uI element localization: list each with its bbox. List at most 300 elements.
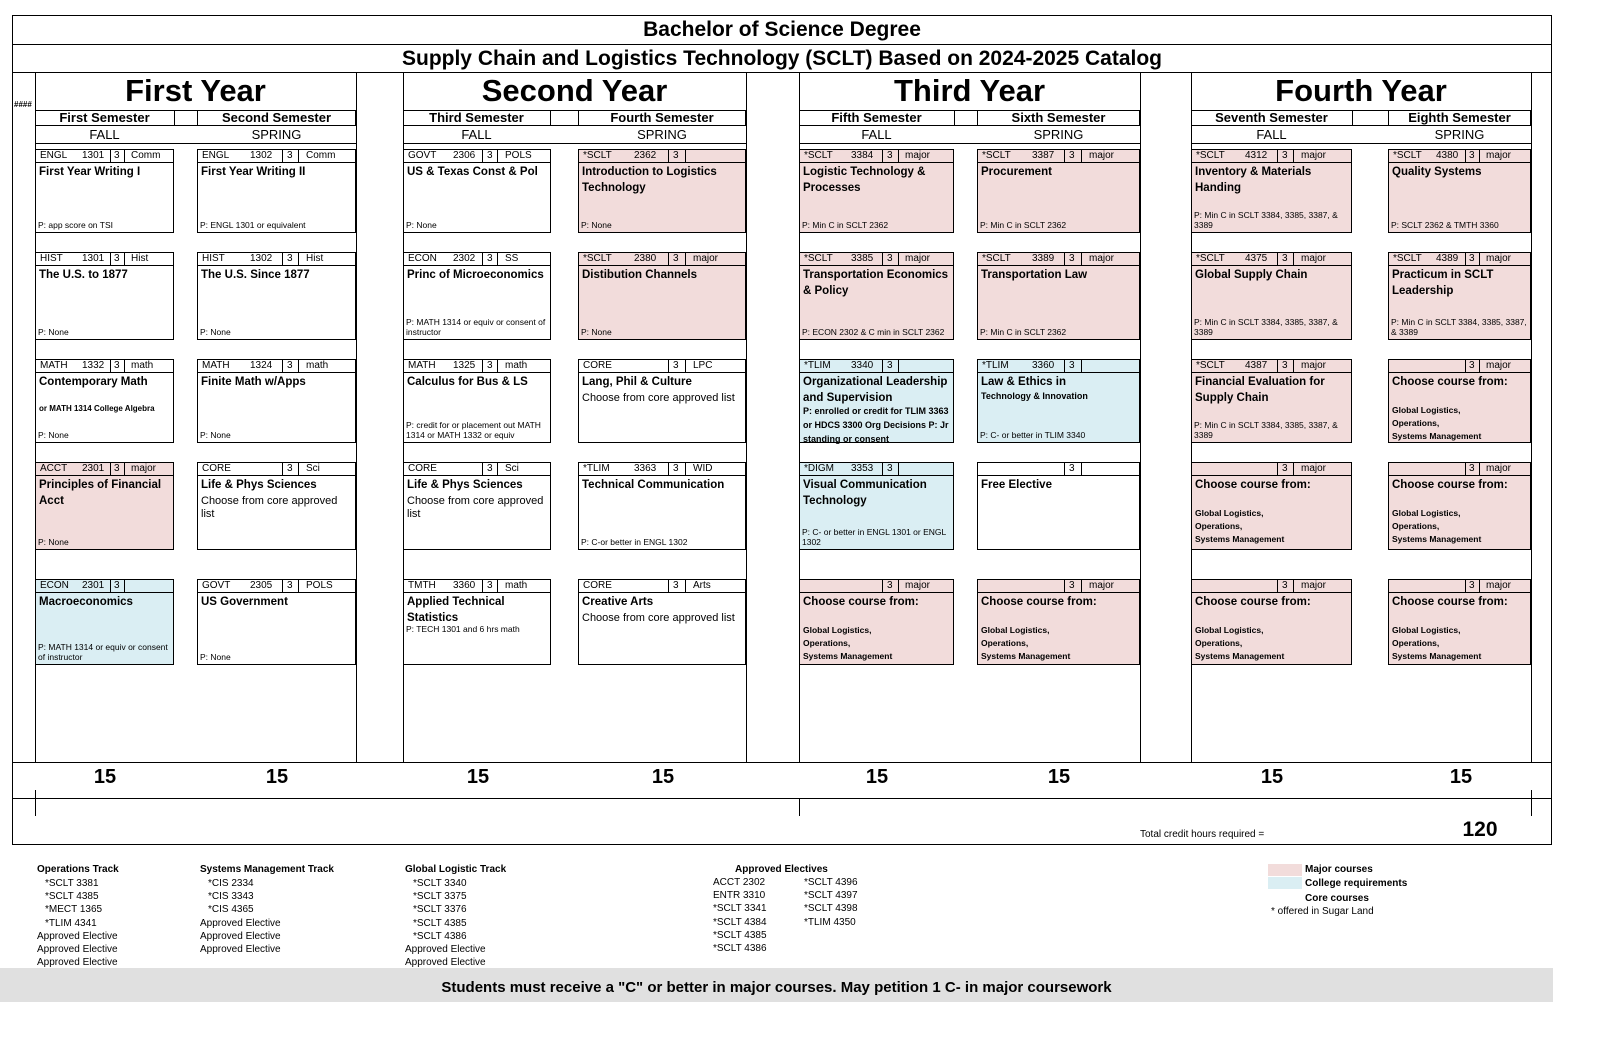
course-header <box>1389 360 1530 373</box>
course-number: 2301 <box>82 463 105 474</box>
course-header <box>978 150 1139 163</box>
divider <box>1064 463 1065 475</box>
track-course: *SCLT 4385 <box>413 917 467 929</box>
course-subject: *SCLT <box>1196 253 1225 264</box>
course-title: Creative Arts <box>582 596 654 608</box>
divider <box>1081 253 1082 265</box>
divider <box>685 463 686 475</box>
course-subject: HIST <box>40 253 63 264</box>
track-option: Global Logistics, <box>1392 508 1461 518</box>
course-header <box>404 150 550 163</box>
course-category: major <box>1301 253 1327 264</box>
semester-season: FALL <box>89 127 120 142</box>
course-category: Hist <box>306 253 324 264</box>
course-credits: 3 <box>1069 150 1075 161</box>
track-option: Operations, <box>1392 521 1440 531</box>
legend-sugarland: * offered in Sugar Land <box>1271 906 1374 917</box>
course-subject: ECON <box>40 580 69 591</box>
semester-season: FALL <box>1256 127 1287 142</box>
course-credits: 3 <box>1469 360 1475 371</box>
divider <box>1064 360 1065 372</box>
course-header <box>800 150 953 163</box>
course-credits: 3 <box>887 463 893 474</box>
divider <box>282 360 283 372</box>
course-number: 2305 <box>250 580 273 591</box>
course-category: major <box>1089 253 1115 264</box>
divider <box>898 463 899 475</box>
course-subject: GOVT <box>408 150 437 161</box>
divider <box>668 253 669 265</box>
divider <box>1293 253 1294 265</box>
divider <box>403 143 746 144</box>
divider <box>12 798 1552 799</box>
track-option: Systems Management <box>1392 431 1482 441</box>
course-title: Principles of Financial Acct <box>39 479 162 507</box>
divider <box>35 143 356 144</box>
electives-title: Approved Electives <box>735 864 828 875</box>
course-category: major <box>131 463 157 474</box>
course-number: 1325 <box>453 360 476 371</box>
course-header <box>1192 580 1351 593</box>
course-category: Sci <box>306 463 320 474</box>
divider <box>497 360 498 372</box>
course-subject: TMTH <box>408 580 436 591</box>
year-heading: Second Year <box>481 73 668 108</box>
course-category: POLS <box>505 150 532 161</box>
course-number: 2380 <box>634 253 657 264</box>
course-subject: MATH <box>408 360 436 371</box>
track-option: Global Logistics, <box>803 625 872 635</box>
course-box <box>403 252 551 340</box>
course-prerequisite: P: None <box>581 327 612 337</box>
course-credits: 3 <box>1069 253 1075 264</box>
semester-hours: 15 <box>1260 766 1284 788</box>
course-header <box>36 463 173 476</box>
course-credits: 3 <box>487 360 493 371</box>
course-category: Comm <box>131 150 161 161</box>
course-subject: GOVT <box>202 580 231 591</box>
course-credits: 3 <box>1469 463 1475 474</box>
course-box <box>977 359 1140 443</box>
track-option: Systems Management <box>1392 534 1482 544</box>
divider <box>110 463 111 475</box>
course-number: 4375 <box>1245 253 1268 264</box>
course-title: US Government <box>201 596 288 608</box>
course-category: SS <box>505 253 519 264</box>
course-header <box>978 580 1139 593</box>
course-title: Technical Communication <box>582 479 725 491</box>
course-number: 4389 <box>1436 253 1459 264</box>
divider <box>1479 580 1480 592</box>
semester-hours: 15 <box>466 766 490 788</box>
divider <box>1465 463 1466 475</box>
track-option: Global Logistics, <box>981 625 1050 635</box>
course-category: math <box>505 360 528 371</box>
course-prerequisite: P: C- or better in ENGL 1301 or ENGL 1302 <box>802 527 946 547</box>
course-number: 3363 <box>634 463 657 474</box>
course-title: Financial Evaluation for Supply Chain <box>1195 376 1325 404</box>
divider <box>282 580 283 592</box>
divider <box>1465 360 1466 372</box>
course-header <box>579 580 745 593</box>
course-box <box>578 579 746 665</box>
course-number: 2302 <box>453 253 476 264</box>
track-course: Approved Elective <box>200 930 281 942</box>
course-prerequisite: P: SCLT 2362 & TMTH 3360 <box>1391 220 1499 230</box>
course-title: Life & Phys Sciences <box>407 479 523 491</box>
course-category: major <box>1301 580 1327 591</box>
course-note: Technology & Innovation <box>981 391 1088 401</box>
course-number: 4380 <box>1436 150 1459 161</box>
track-course: *SCLT 4386 <box>413 930 467 942</box>
course-title: First Year Writing I <box>39 166 141 178</box>
divider <box>1064 150 1065 162</box>
course-box <box>977 462 1140 550</box>
divider <box>882 463 883 475</box>
divider <box>1064 580 1065 592</box>
course-category: major <box>1486 463 1512 474</box>
divider <box>685 253 686 265</box>
course-credits: 3 <box>887 580 893 591</box>
course-number: 1302 <box>250 253 273 264</box>
semester-hours: 15 <box>1047 766 1071 788</box>
course-title: Quality Systems <box>1392 166 1482 178</box>
course-box <box>197 252 356 340</box>
elective-course: *SCLT 3341 <box>713 903 767 915</box>
divider <box>482 150 483 162</box>
course-box <box>799 149 954 233</box>
divider <box>1293 150 1294 162</box>
course-title: Choose course from: <box>1195 479 1311 491</box>
course-category: Hist <box>131 253 149 264</box>
track-course: Approved Elective <box>405 957 486 969</box>
semester-season: SPRING <box>1033 127 1084 142</box>
track-course: *SCLT 4385 <box>45 891 99 903</box>
divider <box>1081 360 1082 372</box>
course-box <box>35 579 174 665</box>
course-credits: 3 <box>887 253 893 264</box>
track-course: *CIS 4365 <box>208 904 254 916</box>
course-title: First Year Writing II <box>201 166 306 178</box>
track-course: *SCLT 3376 <box>413 904 467 916</box>
course-category: POLS <box>306 580 333 591</box>
elective-course: ENTR 3310 <box>713 890 766 902</box>
divider <box>124 360 125 372</box>
course-box <box>578 149 746 233</box>
elective-course: *TLIM 4350 <box>804 916 856 928</box>
major-swatch <box>1268 864 1302 876</box>
course-box <box>403 359 551 443</box>
course-header <box>579 253 745 266</box>
course-subject: *SCLT <box>982 253 1011 264</box>
course-number: 3387 <box>1032 150 1055 161</box>
year-heading: First Year <box>125 73 266 108</box>
course-header <box>404 463 550 476</box>
divider <box>898 253 899 265</box>
elective-course: *SCLT 4384 <box>713 916 767 928</box>
course-title: Transportation Economics & Policy <box>803 269 949 297</box>
course-title: Life & Phys Sciences <box>201 479 317 491</box>
legend-college: College requirements <box>1305 878 1408 889</box>
track-option: Systems Management <box>1195 651 1285 661</box>
divider <box>1191 143 1531 144</box>
course-header <box>978 253 1139 266</box>
divider <box>685 360 686 372</box>
track-course: Approved Elective <box>200 944 281 955</box>
elective-course: *SCLT 4396 <box>804 877 858 888</box>
course-box <box>799 252 954 340</box>
divider <box>1352 110 1353 126</box>
course-box <box>35 252 174 340</box>
course-box <box>35 462 174 550</box>
course-subject: *SCLT <box>1393 253 1422 264</box>
course-category: Comm <box>306 150 336 161</box>
semester-name: Third Semester <box>429 110 524 125</box>
semester-name: Fifth Semester <box>831 110 922 125</box>
course-header <box>198 150 355 163</box>
course-box <box>197 149 356 233</box>
track-course: Approved Elective <box>200 917 281 929</box>
course-category: major <box>693 253 719 264</box>
course-box <box>1191 462 1352 550</box>
track-title: Systems Management Track <box>200 864 334 875</box>
course-title: Transportation Law <box>981 269 1088 281</box>
track-title: Global Logistic Track <box>405 864 507 875</box>
course-prerequisite: P: None <box>38 327 69 337</box>
course-subject: *SCLT <box>583 253 612 264</box>
course-credits: 3 <box>887 150 893 161</box>
course-number: 3385 <box>851 253 874 264</box>
course-credits: 3 <box>1282 150 1288 161</box>
course-box <box>1191 149 1352 233</box>
course-header <box>36 253 173 266</box>
course-category: WID <box>693 463 713 474</box>
course-box <box>1191 252 1352 340</box>
course-credits: 3 <box>673 463 679 474</box>
course-credits: 3 <box>1069 580 1075 591</box>
course-credits: 3 <box>114 463 120 474</box>
course-header <box>1192 360 1351 373</box>
course-prerequisite: P: app score on TSI <box>38 220 113 230</box>
course-subject: MATH <box>40 360 68 371</box>
course-number: 3360 <box>1032 360 1055 371</box>
semester-hours: 15 <box>865 766 889 788</box>
course-note: Choose from core approved list <box>407 495 544 520</box>
divider <box>35 790 36 816</box>
course-subject: CORE <box>583 360 612 371</box>
divider <box>282 463 283 475</box>
semester-name: Seventh Semester <box>1215 110 1328 125</box>
course-header <box>198 360 355 373</box>
divider <box>1081 580 1082 592</box>
course-title: Contemporary Math <box>39 376 148 388</box>
course-box <box>578 252 746 340</box>
course-prerequisite: P: None <box>406 220 437 230</box>
divider <box>298 360 299 372</box>
divider <box>1479 253 1480 265</box>
course-header <box>1192 150 1351 163</box>
course-note: or MATH 1314 College Algebra <box>39 404 155 413</box>
divider <box>124 150 125 162</box>
course-header <box>1389 580 1530 593</box>
divider <box>668 150 669 162</box>
course-subject: *SCLT <box>1196 150 1225 161</box>
course-box <box>197 462 356 550</box>
course-box <box>1388 462 1531 550</box>
course-number: 4312 <box>1245 150 1268 161</box>
semester-hours: 15 <box>651 766 675 788</box>
course-title: Applied Technical Statistics <box>407 596 505 624</box>
course-title: Inventory & Materials Handing <box>1195 166 1312 194</box>
divider <box>1140 72 1141 762</box>
divider <box>298 463 299 475</box>
course-credits: 3 <box>1282 463 1288 474</box>
total-hours: 120 <box>1462 818 1498 841</box>
divider <box>110 580 111 592</box>
divider <box>685 580 686 592</box>
divider <box>482 360 483 372</box>
elective-course: *SCLT 4386 <box>713 943 767 954</box>
course-title: Global Supply Chain <box>1195 269 1308 281</box>
semester-name: Second Semester <box>221 110 332 125</box>
course-box <box>1388 579 1531 665</box>
course-subject: *SCLT <box>804 150 833 161</box>
course-category: major <box>1301 150 1327 161</box>
course-box <box>197 579 356 665</box>
course-prerequisite: P: ENGL 1301 or equivalent <box>200 220 306 230</box>
course-prerequisite: P: Min C in SCLT 3384, 3385, 3387, & 3389 <box>1194 317 1338 337</box>
divider <box>1479 150 1480 162</box>
course-header <box>1192 253 1351 266</box>
course-title: Distibution Channels <box>582 269 697 281</box>
course-category: major <box>1486 580 1512 591</box>
course-category: math <box>131 360 154 371</box>
track-course: *SCLT 3340 <box>413 878 467 889</box>
course-box <box>35 359 174 443</box>
course-number: 3389 <box>1032 253 1055 264</box>
course-category: LPC <box>693 360 713 371</box>
track-option: Operations, <box>1195 638 1243 648</box>
divider <box>1277 463 1278 475</box>
divider <box>497 463 498 475</box>
track-option: Systems Management <box>1392 651 1482 661</box>
divider <box>1465 580 1466 592</box>
divider <box>282 150 283 162</box>
course-header <box>404 253 550 266</box>
track-option: Global Logistics, <box>1392 625 1461 635</box>
course-title: Choose course from: <box>1392 596 1508 608</box>
course-category: major <box>1486 360 1512 371</box>
course-header <box>36 150 173 163</box>
elective-course: *SCLT 4397 <box>804 890 858 902</box>
course-subject: ENGL <box>40 150 68 161</box>
divider <box>685 150 686 162</box>
divider <box>1531 790 1532 816</box>
course-title: Procurement <box>981 166 1052 178</box>
course-note: Choose from core approved list <box>201 495 338 520</box>
course-box <box>1388 359 1531 443</box>
course-category: major <box>1486 253 1512 264</box>
course-title: Calculus for Bus & LS <box>407 376 528 388</box>
course-prerequisite: P: Min C in SCLT 2362 <box>802 220 889 230</box>
track-title: Operations Track <box>37 864 119 875</box>
course-number: 3353 <box>851 463 874 474</box>
course-header <box>800 253 953 266</box>
track-course: Approved Elective <box>37 957 118 969</box>
course-credits: 3 <box>1069 463 1075 474</box>
divider <box>550 110 551 126</box>
course-subject: CORE <box>583 580 612 591</box>
total-label: Total credit hours required = <box>1140 829 1265 840</box>
course-box <box>799 462 954 550</box>
course-credits: 3 <box>1069 360 1075 371</box>
track-option: Operations, <box>1195 521 1243 531</box>
semester-season: SPRING <box>251 127 302 142</box>
course-credits: 3 <box>1282 360 1288 371</box>
track-course: Approved Elective <box>37 930 118 942</box>
course-number: 1301 <box>82 253 105 264</box>
course-credits: 3 <box>673 150 679 161</box>
divider <box>1293 463 1294 475</box>
divider <box>298 253 299 265</box>
track-option: Global Logistics, <box>1195 625 1264 635</box>
track-option: Systems Management <box>803 651 893 661</box>
course-number: 2301 <box>82 580 105 591</box>
course-subject: CORE <box>408 463 437 474</box>
divider <box>298 150 299 162</box>
course-title: Choose course from: <box>1195 596 1311 608</box>
year-heading: Third Year <box>893 73 1046 108</box>
course-header <box>1389 150 1530 163</box>
course-prerequisite: P: Min C in SCLT 3384, 3385, 3387, & 3389 <box>1391 317 1527 337</box>
divider <box>298 580 299 592</box>
course-prerequisite: P: Min C in SCLT 2362 <box>980 327 1067 337</box>
divider <box>482 580 483 592</box>
course-prerequisite: P: C- or better in TLIM 3340 <box>980 430 1086 440</box>
semester-name: Eighth Semester <box>1408 110 1511 125</box>
course-category: math <box>306 360 329 371</box>
course-category: major <box>1089 150 1115 161</box>
course-note: Choose from core approved list <box>582 612 735 624</box>
program-title: Supply Chain and Logistics Technology (SCLT) Based on 2024-2025 Catalog <box>401 47 1163 70</box>
divider <box>898 580 899 592</box>
course-number: 1332 <box>82 360 105 371</box>
semester-hours: 15 <box>1449 766 1473 788</box>
course-box <box>35 149 174 233</box>
track-course: Approved Elective <box>405 944 486 955</box>
course-title: Lang, Phil & Culture <box>582 376 692 388</box>
divider <box>497 580 498 592</box>
divider <box>1081 463 1082 475</box>
track-option: Global Logistics, <box>1392 405 1461 415</box>
footer-note: Students must receive a "C" or better in major courses. May petition 1 C- in major coursework <box>0 968 1553 1002</box>
course-credits: 3 <box>487 150 493 161</box>
course-category: Sci <box>505 463 519 474</box>
course-header <box>579 360 745 373</box>
course-number: 3360 <box>453 580 476 591</box>
course-subject: *SCLT <box>1393 150 1422 161</box>
course-credits: 3 <box>1469 150 1475 161</box>
course-box <box>403 149 551 233</box>
divider <box>174 110 175 126</box>
course-prerequisite: P: Min C in SCLT 3384, 3385, 3387, & 3389 <box>1194 210 1338 230</box>
course-title: The U.S. Since 1877 <box>201 269 310 281</box>
divider <box>482 463 483 475</box>
divider <box>12 762 1552 763</box>
divider <box>110 360 111 372</box>
legend-core: Core courses <box>1305 893 1369 904</box>
course-header <box>800 360 953 373</box>
